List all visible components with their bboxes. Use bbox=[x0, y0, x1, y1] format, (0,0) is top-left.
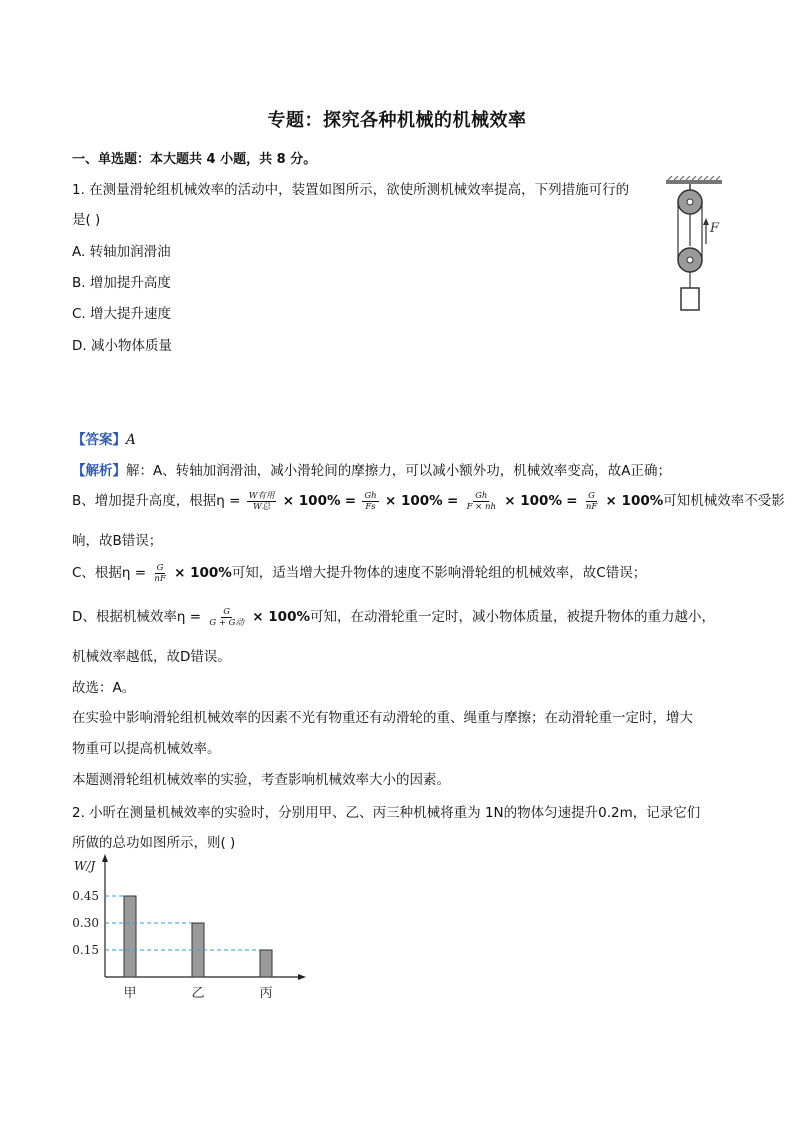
x-category-label: 乙 bbox=[191, 986, 205, 1001]
ceiling-hatch bbox=[668, 176, 720, 180]
q1-analysis-b-line2: 响，故B错误； bbox=[72, 533, 163, 549]
d-suffix: 可知，在动滑轮重一定时，减小物体质量，被提升物体的重力越小， bbox=[309, 609, 715, 625]
answer-value: A bbox=[126, 432, 136, 448]
x-category-label: 丙 bbox=[259, 986, 273, 1001]
q1-summary1: 在实验中影响滑轮组机械效率的因素不光有物重还有动滑轮的重、绳重与摩擦；在动滑轮重一定时，增大 bbox=[72, 710, 693, 726]
q1-analysis-line1 bbox=[72, 459, 671, 479]
q1-analysis-d-line2: 机械效率越低，故D错误。 bbox=[72, 649, 231, 665]
frac-g-gd: $\frac{G}{\text{G + G动}}$ bbox=[209, 606, 244, 628]
frac-g-nf-c: $\frac{G}{nF}$ bbox=[154, 562, 166, 584]
answer-tag: 【答案】 bbox=[72, 432, 126, 448]
y-tick-label: 0.45 bbox=[72, 889, 99, 903]
q1-summary3: 本题测滑轮组机械效率的实验，考查影响机械效率大小的因素。 bbox=[72, 772, 450, 788]
q1-choose: 故选：A。 bbox=[72, 680, 136, 696]
frac-gh: $\frac{Gh}{Fs}$ bbox=[364, 490, 377, 512]
frac-w: $\frac{\text{W有用}}{\text{W总}}$ bbox=[248, 490, 275, 512]
analysis-tag: 【解析】 bbox=[72, 463, 126, 479]
q1-option-c: C. 增大提升速度 bbox=[72, 306, 172, 322]
c-prefix: C、根据η = bbox=[72, 565, 147, 581]
q1-option-b: B. 增加提升高度 bbox=[72, 275, 171, 291]
q2-stem-line2: 所做的总功如图所示，则( ) bbox=[72, 835, 236, 851]
analysis-text: 解：A、转轴加润滑油，减小滑轮间的摩擦力，可以减小额外功，机械效率变高，故A正确； bbox=[126, 463, 671, 479]
section-heading: 一、单选题：本大题共 4 小题，共 8 分。 bbox=[72, 152, 317, 167]
q1-option-d: D. 减小物体质量 bbox=[72, 338, 172, 354]
d-prefix: D、根据机械效率η = bbox=[72, 609, 202, 625]
q1-option-a: A. 转轴加润滑油 bbox=[72, 244, 171, 260]
bar-1 bbox=[124, 896, 136, 977]
y-tick-label: 0.15 bbox=[72, 943, 99, 957]
q2-stem-line1: 2. 小昕在测量机械效率的实验时，分别用甲、乙、丙三种机械将重为 1N的物体匀速提升0.2m，记录它们 bbox=[72, 805, 701, 821]
q1-analysis-b: B、增加提升高度，根据η = $\frac{\text{W有用}}{\text{W总}}$ × 100% = $\frac{Gh}{Fs}$ × 100% = $\frac{Gh}{F \times nh}$ × 100% = $\frac{G}{nF}$ × 100%可知机械效率不受影 bbox=[72, 490, 785, 512]
q1-stem-line2: 是( ) bbox=[72, 212, 101, 228]
page-title: 专题：探究各种机械的机械效率 bbox=[267, 110, 527, 131]
b-suffix: 可知机械效率不受影 bbox=[663, 493, 785, 509]
x-category-label: 甲 bbox=[123, 986, 137, 1001]
q1-stem-line1: 1. 在测量滑轮组机械效率的活动中，装置如图所示，欲使所测机械效率提高，下列措施可行的 bbox=[72, 182, 630, 198]
weight-block bbox=[681, 288, 699, 310]
q1-answer bbox=[72, 428, 136, 448]
force-label: F bbox=[710, 221, 720, 236]
q1-summary2: 物重可以提高机械效率。 bbox=[72, 741, 221, 757]
y-axis-arrow-icon bbox=[102, 854, 108, 862]
ceiling-beam bbox=[666, 180, 722, 184]
q1-analysis-d: D、根据机械效率η = $\frac{G}{\text{G + G动}}$ × 100%可知，在动滑轮重一定时，减小物体质量，被提升物体的重力越小， bbox=[72, 606, 715, 628]
y-axis-label: W/J bbox=[74, 859, 96, 873]
work-bar-chart bbox=[60, 850, 320, 1005]
bar-3 bbox=[260, 950, 272, 977]
x-axis-arrow-icon bbox=[298, 974, 306, 980]
y-tick-label: 0.30 bbox=[72, 916, 99, 930]
b-prefix: B、增加提升高度，根据η = bbox=[72, 493, 241, 509]
q1-analysis-c: C、根据η = $\frac{G}{nF}$ × 100%可知，适当增大提升物体的速度不影响滑轮组的机械效率，故C错误； bbox=[72, 562, 647, 584]
arrow-up-icon bbox=[703, 218, 709, 225]
c-suffix: 可知，适当增大提升物体的速度不影响滑轮组的机械效率，故C错误； bbox=[231, 565, 647, 581]
frac-gh-nh: $\frac{Gh}{F \times nh}$ bbox=[466, 490, 496, 512]
frac-g-nf: $\frac{G}{nF}$ bbox=[585, 490, 598, 512]
pulley-figure bbox=[664, 176, 726, 318]
